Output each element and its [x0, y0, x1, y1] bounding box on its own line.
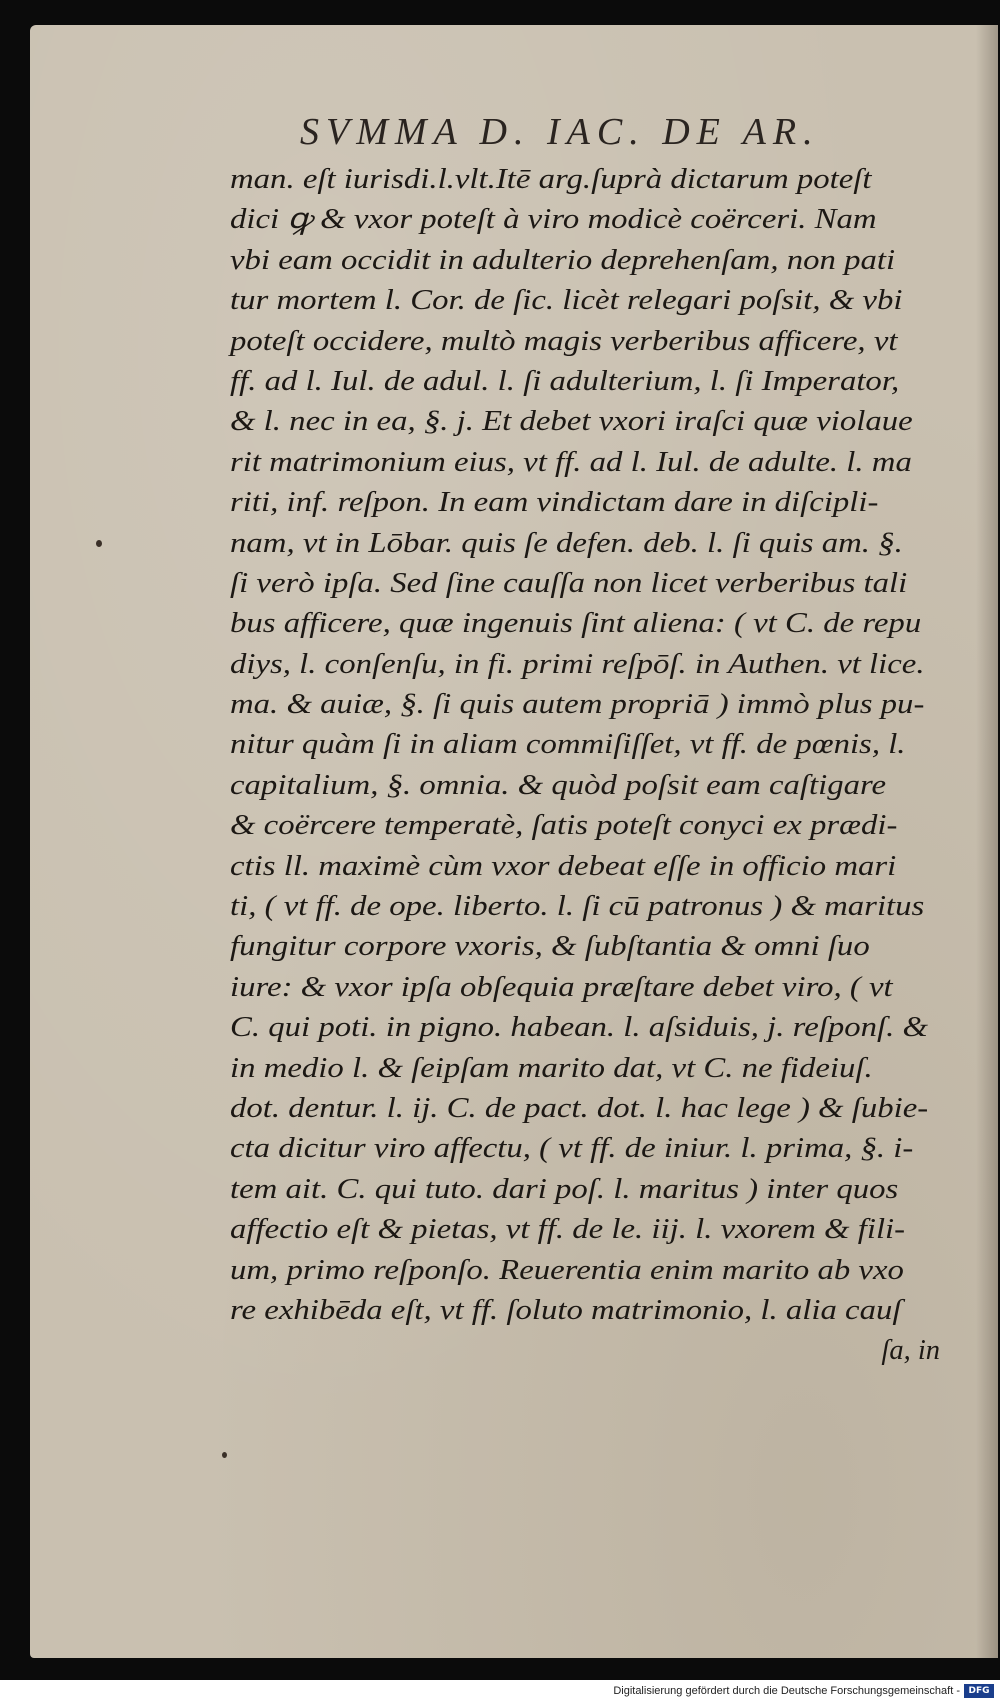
text-line: rit matrimonium eius, vt ff. ad l. Iul. de adulte. l. ma	[230, 446, 912, 478]
text-line: capitalium, §. omnia. & quòd poſsit eam caſtigare	[230, 769, 887, 801]
text-line: ti, ( vt ff. de ope. liberto. l. ſi cū patronus ) & maritus	[230, 891, 925, 923]
funding-notice: Digitalisierung gefördert durch die Deutsche Forschungsgemeinschaft -	[613, 1685, 960, 1697]
text-line: riti, inf. reſpon. In eam vindictam dare in diſcipli-	[230, 487, 879, 519]
text-line: fungitur corpore vxoris, & ſubſtantia & omni ſuo	[230, 931, 870, 963]
text-line: in medio l. & ſeipſam marito dat, vt C. ne fideiuſ.	[230, 1052, 873, 1084]
text-line: ſi verò ipſa. Sed ſine cauſſa non licet verberibus tali	[230, 567, 908, 599]
text-line: tur mortem l. Cor. de ſic. licèt relegari poſsit, & vbi	[230, 285, 903, 317]
text-line: man. eſt iurisdi.l.vlt.Itē arg.ſuprà dictarum poteſt	[230, 164, 872, 195]
running-head: SVMMA D. IAC. DE AR.	[300, 111, 820, 153]
catchword: ſa, in	[881, 1335, 940, 1367]
text-line: bus afficere, quæ ingenuis ſint aliena: ( vt C. de repu	[230, 608, 922, 640]
text-line: ctis ll. maximè cùm vxor debeat eſſe in officio mari	[230, 850, 897, 882]
text-line: & l. nec in ea, §. j. Et debet vxori iraſci quæ violaue	[230, 406, 913, 438]
ink-spot	[222, 1452, 227, 1458]
text-line: C. qui poti. in pigno. habean. l. aſsiduis, j. reſponſ. &	[230, 1012, 929, 1044]
text-line: dot. dentur. l. ij. C. de pact. dot. l. hac lege ) & ſubie-	[230, 1092, 929, 1124]
ink-spot	[96, 540, 102, 547]
text-line: nitur quàm ſi in aliam commiſiſſet, vt ff. de pœnis, l.	[230, 729, 906, 761]
text-line: re exhibēda eſt, vt ff. ſoluto matrimonio, l. alia cauſ	[230, 1294, 902, 1326]
text-line: cta dicitur viro affectu, ( vt ff. de iniur. l. prima, §. i-	[230, 1133, 914, 1165]
text-line: um, primo reſponſo. Reuerentia enim marito ab vxo	[230, 1254, 904, 1286]
dfg-logo: DFG	[964, 1684, 994, 1698]
text-line: diys, l. conſenſu, in fi. primi reſpōſ. in Authen. vt lice.	[230, 648, 925, 680]
text-line: vbi eam occidit in adulterio deprehenſam, non pati	[230, 244, 896, 276]
text-line: affectio eſt & pietas, vt ff. de le. iij. l. vxorem & fili-	[230, 1214, 906, 1246]
text-line: tem ait. C. qui tuto. dari poſ. l. maritus ) inter quos	[230, 1173, 899, 1205]
text-line: nam, vt in Lōbar. quis ſe defen. deb. l. ſi quis am. §.	[230, 527, 903, 559]
text-body	[230, 160, 950, 1372]
text-line: poteſt occidere, multò magis verberibus afficere, vt	[230, 325, 898, 357]
text-line: dici ꝙ & vxor poteſt à viro modicè coërceri. Nam	[230, 204, 877, 236]
text-line: iure: & vxor ipſa obſequia præſtare debet viro, ( vt	[230, 971, 893, 1003]
text-line: ma. & auiæ, §. ſi quis autem propriā ) immò plus pu-	[230, 689, 925, 721]
page-gutter-shadow	[976, 25, 998, 1658]
text-line: ff. ad l. Iul. de adul. l. ſi adulterium, l. ſi Imperator,	[230, 365, 900, 397]
text-line: & coërcere temperatè, ſatis poteſt conyci ex prædi-	[230, 810, 898, 842]
